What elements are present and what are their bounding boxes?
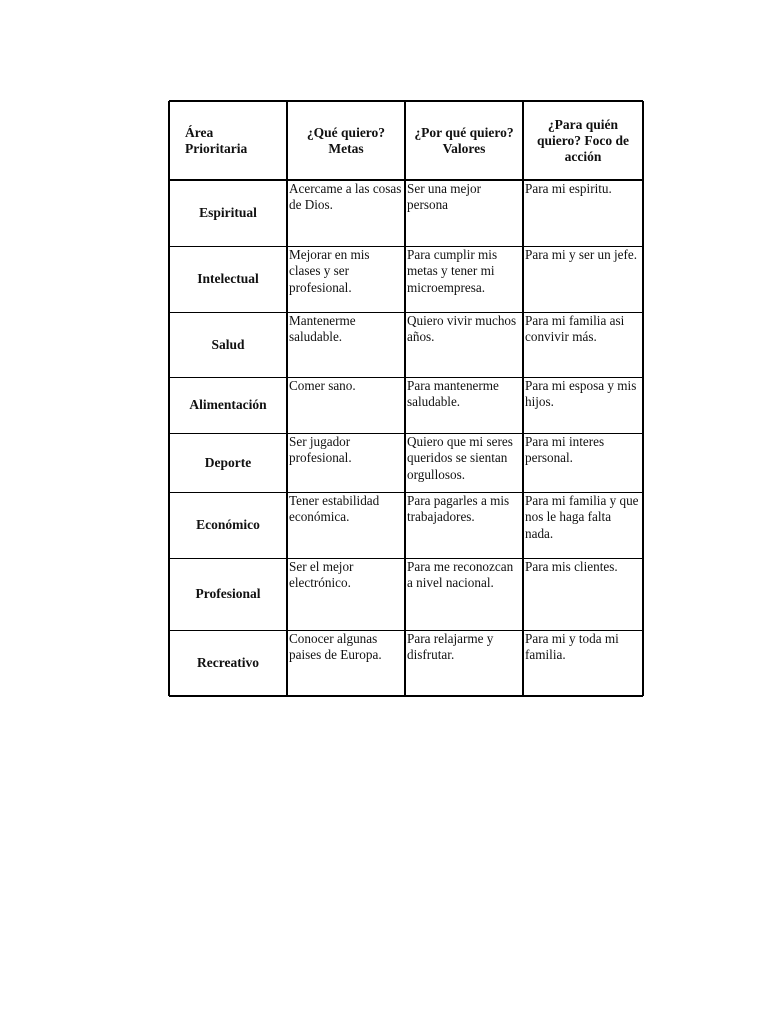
- values-table: [169, 101, 643, 696]
- metas-cell: Conocer algunas paises de Europa.: [289, 631, 382, 663]
- table-header-text: ¿Qué quiero? Metas: [306, 124, 386, 156]
- foco-cell: Para mis clientes.: [525, 559, 618, 574]
- area-cell: Profesional: [195, 586, 261, 601]
- area-cell: Deporte: [204, 454, 252, 470]
- area-cell: Espiritual: [199, 205, 257, 220]
- metas-cell: Ser el mejor electrónico.: [289, 559, 354, 591]
- foco-cell: Para mi familia y que nos le haga falta nada.: [525, 493, 639, 541]
- area-cell: Intelectual: [197, 271, 259, 286]
- valores-cell: Para me reconozcan a nivel nacional.: [407, 559, 514, 591]
- metas-cell: Tener estabilidad económica.: [289, 493, 380, 525]
- foco-cell: Para mi familia asi convivir más.: [525, 313, 625, 345]
- table-header-2: [287, 101, 405, 180]
- area-cell: Salud: [211, 336, 245, 352]
- foco-cell: Para mi y toda mi familia.: [525, 631, 619, 663]
- foco-cell: Para mi interes personal.: [525, 434, 605, 466]
- metas-cell: Comer sano.: [289, 378, 356, 393]
- valores-cell: Quiero que mi seres queridos se sientan orgullosos.: [407, 434, 513, 482]
- metas-cell: Ser jugador profesional.: [289, 434, 352, 466]
- valores-cell: Quiero vivir muchos años.: [407, 313, 517, 345]
- metas-cell: Mejorar en mis clases y ser profesional.: [289, 247, 370, 295]
- valores-cell: Para pagarles a mis trabajadores.: [407, 493, 510, 525]
- valores-cell: Para relajarme y disfrutar.: [407, 631, 494, 663]
- valores-cell: Para mantenerme saludable.: [407, 378, 499, 410]
- table-border-vertical: [522, 101, 524, 696]
- table-header-text: ¿Por qué quiero? Valores: [414, 124, 514, 156]
- table-header-1: [169, 101, 287, 180]
- table-header-text: ¿Para quién quiero? Foco de acción: [537, 116, 629, 164]
- foco-cell: Para mi espiritu.: [525, 181, 612, 196]
- foco-cell: Para mi y ser un jefe.: [525, 247, 638, 262]
- table-header-3: [405, 101, 523, 180]
- metas-cell: Mantenerme saludable.: [289, 313, 356, 345]
- metas-cell: Acercame a las cosas de Dios.: [289, 181, 402, 213]
- table-border-vertical: [642, 101, 644, 696]
- area-cell: Económico: [196, 517, 260, 532]
- valores-cell: Ser una mejor persona: [407, 181, 481, 213]
- table-border-vertical: [404, 101, 406, 696]
- area-cell: Recreativo: [197, 655, 259, 670]
- area-cell: Alimentación: [189, 397, 267, 412]
- table-header-4: [523, 101, 643, 180]
- valores-cell: Para cumplir mis metas y tener mi microempresa.: [407, 247, 498, 295]
- foco-cell: Para mi esposa y mis hijos.: [525, 378, 637, 410]
- table-header-text: Área Prioritaria: [185, 124, 248, 156]
